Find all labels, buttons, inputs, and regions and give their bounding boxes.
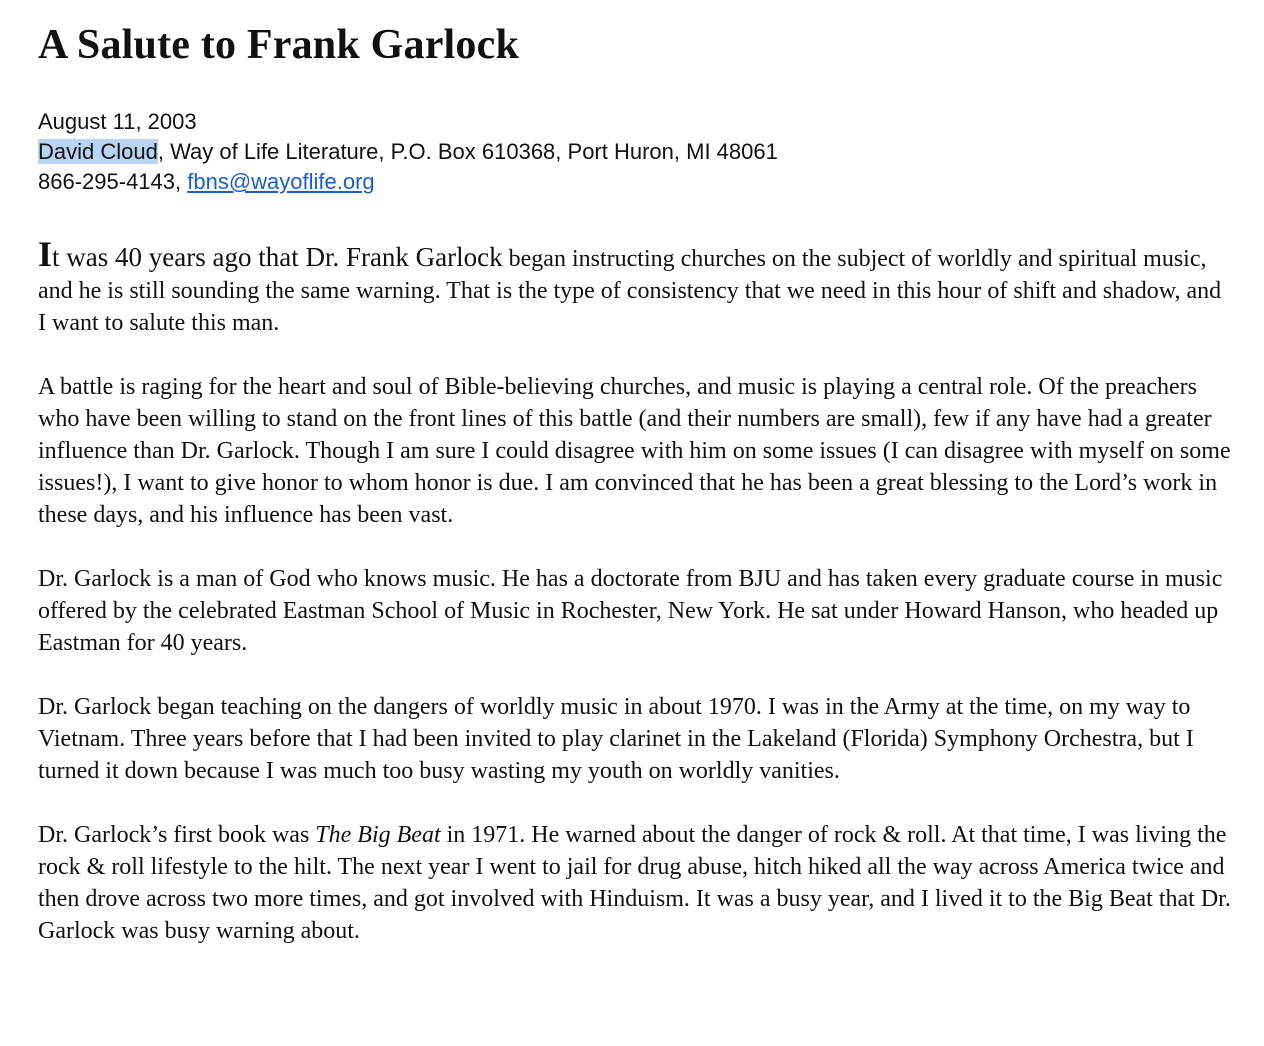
paragraph-1-text: began instructing churches on the subject of worldly and spiritual music, and he is still sounding the same warning. That is the type of consistency that we need in this hour of shift and shadow, and I want to salute this man. <box>38 246 1222 336</box>
article-meta <box>38 107 778 197</box>
lead-words: t was 40 years ago that Dr. Frank Garlock <box>52 242 503 272</box>
paragraph-4: Dr. Garlock began teaching on the dangers of worldly music in about 1970. I was in the Army at the time, on my way to Vietnam. Three years before that I had been invited to play clarinet in the Lakeland (Florida) Symphony Orchestra, but I turned it down because I was much too busy wasting my youth on worldly vanities. <box>38 694 1194 784</box>
author-name[interactable]: David Cloud <box>38 139 158 164</box>
article-body <box>38 234 1233 979</box>
phone-number: 866-295-4143, <box>38 169 188 194</box>
article-date: August 11, 2003 <box>38 109 197 134</box>
contact-line <box>38 167 778 197</box>
paragraph-3: Dr. Garlock is a man of God who knows music. He has a doctorate from BJU and has taken every graduate course in music offered by the celebrated Eastman School of Music in Rochester, New York. He sat under Howard Hanson, who headed up Eastman for 40 years. <box>38 566 1223 656</box>
org-address: , Way of Life Literature, P.O. Box 610368, Port Huron, MI 48061 <box>157 139 778 164</box>
paragraph-5 <box>38 819 1233 947</box>
paragraph-2: A battle is raging for the heart and soul of Bible-believing churches, and music is playing a central role. Of the preachers who have been willing to stand on the front lines of this battle (and their numbers are small), few if any have had a greater influence than Dr. Garlock. Though I am sure I could disagree with him on some issues (I can disagree with myself on some issues!), I want to give honor to whom honor is due. I am convinced that he has been a great blessing to the Lord’s work in these days, and his influence has been vast. <box>38 374 1231 528</box>
paragraph-5-start: Dr. Garlock’s first book was <box>38 822 316 848</box>
book-title: The Big Beat <box>315 822 441 848</box>
page-title: A Salute to Frank Garlock <box>38 22 520 68</box>
author-line <box>38 137 778 167</box>
paragraph-5-text: in 1971. He warned about the danger of rock & roll. At that time, I was living the rock & roll lifestyle to the hilt. The next year I went to jail for drug abuse, hitch hiked all the way across America twice and then drove across two more times, and got involved with Hinduism. It was a busy year, and I lived it to the Big Beat that Dr. Garlock was busy warning about. <box>38 822 1231 944</box>
email-link[interactable]: fbns@wayoflife.org <box>187 169 375 194</box>
paragraph-1 <box>38 234 1233 339</box>
drop-letter: I <box>38 234 53 274</box>
